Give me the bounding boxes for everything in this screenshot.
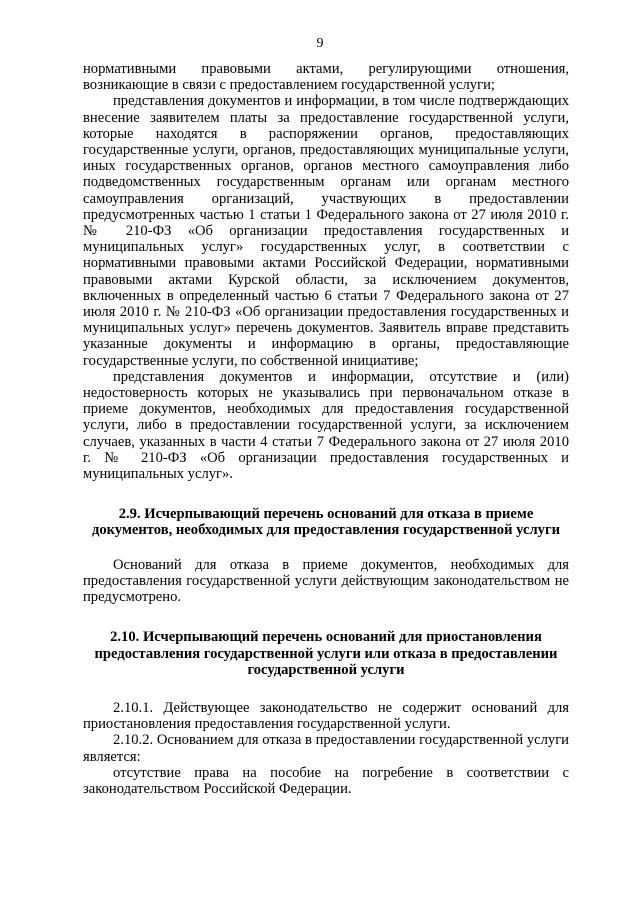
section-2-10-1-text: 2.10.1. Действующее законодательство не содержит оснований для приостановления предоставления государственной услуги. [83, 699, 569, 733]
paragraph-normative-acts: нормативными правовыми актами, регулирующими отношения, возникающие в связи с предоставлением государственной услуги; [83, 61, 569, 94]
section-2-10-heading: 2.10. Исчерпывающий перечень оснований для приостановления предоставления государственной услуги или отказа в предоставлении государственной услуги [94, 629, 558, 678]
section-2-10-2-reason: отсутствие права на пособие на погребение в соответствии с законодательством Российской Федерации. [83, 764, 569, 797]
section-2-10-2-text: 2.10.2. Основанием для отказа в предоставлении государственной услуги является: [83, 732, 569, 765]
page-number: 9 [316, 36, 324, 51]
section-2-9-heading: 2.9. Исчерпывающий перечень оснований для отказа в приеме документов, необходимых для предоставления государственной услуги [92, 506, 560, 539]
section-2-9-text: Оснований для отказа в приеме документов, необходимых для предоставления государственной услуги действующим законодательством не предусмотрено. [83, 556, 569, 606]
paragraph-documents-submission: представления документов и информации, в том числе подтверждающих внесение заявителем платы за предоставление государственной услуги, которые находятся в распоряжении органов, предоставляющих государственные услуги, органов, предоставляющих муниципальные услуги, иных государственных органов, органов местного самоуправления либо подведомственных государственным органам или органам местного самоуправления организаций, участвующих в предоставлении предусмотренных частью 1 статьи 1 Федерального закона от 27 июля 2010 г. № 210-ФЗ «Об организации предоставления государственных и муниципальных услуг» государственных услуг, в соответствии с нормативными правовыми актами Российской Федерации, нормативными правовыми актами Курской области, за исключением документов, включенных в определенный частью 6 статьи 7 Федерального закона от 27 июля 2010 г. № 210-ФЗ «Об организации предоставления государственных и муниципальных услуг» перечень документов. Заявитель вправе представить указанные документы и информацию в органы, предоставляющие государственные услуги, по собственной инициативе; [83, 93, 569, 369]
paragraph-documents-unreliability: представления документов и информации, отсутствие и (или) недостоверность которых не указывались при первоначальном отказе в приеме документов, необходимых для предоставления государственной услуги, либо в предоставлении государственной услуги, за исключением случаев, указанных в части 4 статьи 7 Федерального закона от 27 июля 2010 г. № 210-ФЗ «Об организации предоставления государственных и муниципальных услуг». [83, 368, 569, 483]
page-body [83, 61, 569, 797]
